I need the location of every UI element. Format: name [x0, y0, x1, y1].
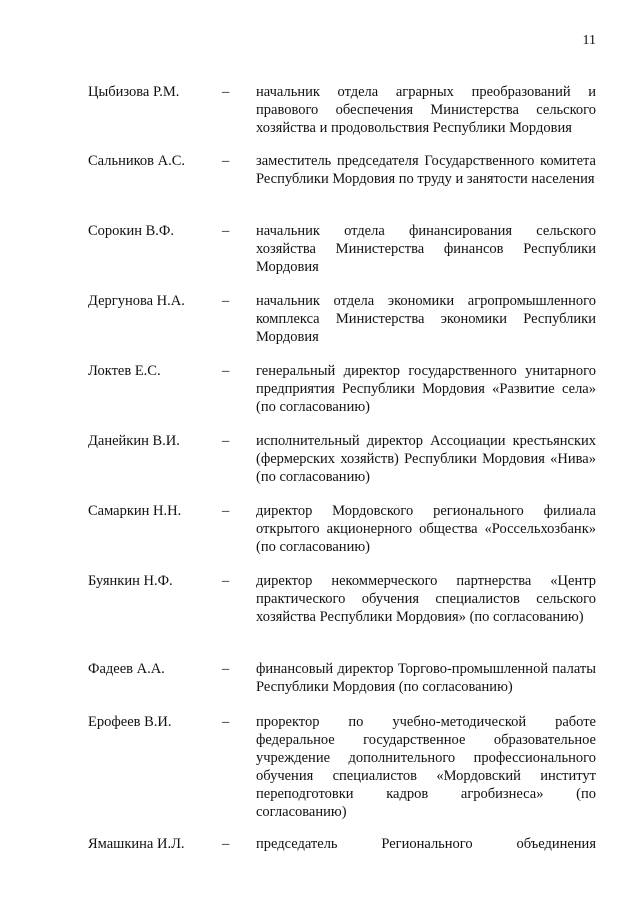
person-name: Сальников А.С. [88, 153, 186, 169]
dash-separator: – [222, 433, 230, 449]
person-name: Фадеев А.А. [88, 661, 165, 677]
dash-separator: – [222, 836, 230, 852]
person-name: Локтев Е.С. [88, 363, 161, 379]
person-name: Буянкин Н.Ф. [88, 573, 173, 589]
dash-separator: – [222, 714, 230, 730]
dash-separator: – [222, 661, 230, 677]
position-description: председатель Регионального объединения [256, 836, 596, 852]
person-name: Ерофеев В.И. [88, 714, 172, 730]
position-description: начальник отдела экономики агропромышленного комплекса Министерства экономики Республики Мордовия [256, 293, 596, 345]
person-name: Ямашкина И.Л. [88, 836, 185, 852]
dash-separator: – [222, 84, 230, 100]
position-description: начальник отдела финансирования сельского хозяйства Министерства финансов Республики Мордовия [256, 223, 596, 275]
position-description: начальник отдела аграрных преобразований и правового обеспечения Министерства сельского хозяйства и продовольствия Республики Мордовия [256, 84, 596, 136]
dash-separator: – [222, 573, 230, 589]
position-description: проректор по учебно-методической работе федеральное государственное образовательное учреждение дополнительного профессионального обучения специалистов «Мордовский институт переподготовки кадров агробизнеса» (по согласованию) [256, 714, 596, 820]
person-name: Дергунова Н.А. [88, 293, 185, 309]
person-name: Сорокин В.Ф. [88, 223, 174, 239]
dash-separator: – [222, 293, 230, 309]
position-description: исполнительный директор Ассоциации крестьянских (фермерских хозяйств) Республики Мордовия «Нива» (по согласованию) [256, 433, 596, 485]
dash-separator: – [222, 503, 230, 519]
position-description: директор Мордовского регионального филиала открытого акционерного общества «Россельхозбанк» (по согласованию) [256, 503, 596, 555]
position-description: генеральный директор государственного унитарного предприятия Республики Мордовия «Развитие села» (по согласованию) [256, 363, 596, 415]
dash-separator: – [222, 363, 230, 379]
dash-separator: – [222, 153, 230, 169]
page-number: 11 [582, 33, 596, 48]
person-name: Цыбизова Р.М. [88, 84, 180, 100]
person-name: Данейкин В.И. [88, 433, 180, 449]
position-description: директор некоммерческого партнерства «Центр практического обучения специалистов сельского хозяйства Республики Мордовия» (по согласованию) [256, 573, 596, 625]
position-description: финансовый директор Торгово-промышленной палаты Республики Мордовия (по согласованию) [256, 661, 596, 695]
dash-separator: – [222, 223, 230, 239]
person-name: Самаркин Н.Н. [88, 503, 182, 519]
position-description: заместитель председателя Государственного комитета Республики Мордовия по труду и занятости населения [256, 153, 596, 187]
